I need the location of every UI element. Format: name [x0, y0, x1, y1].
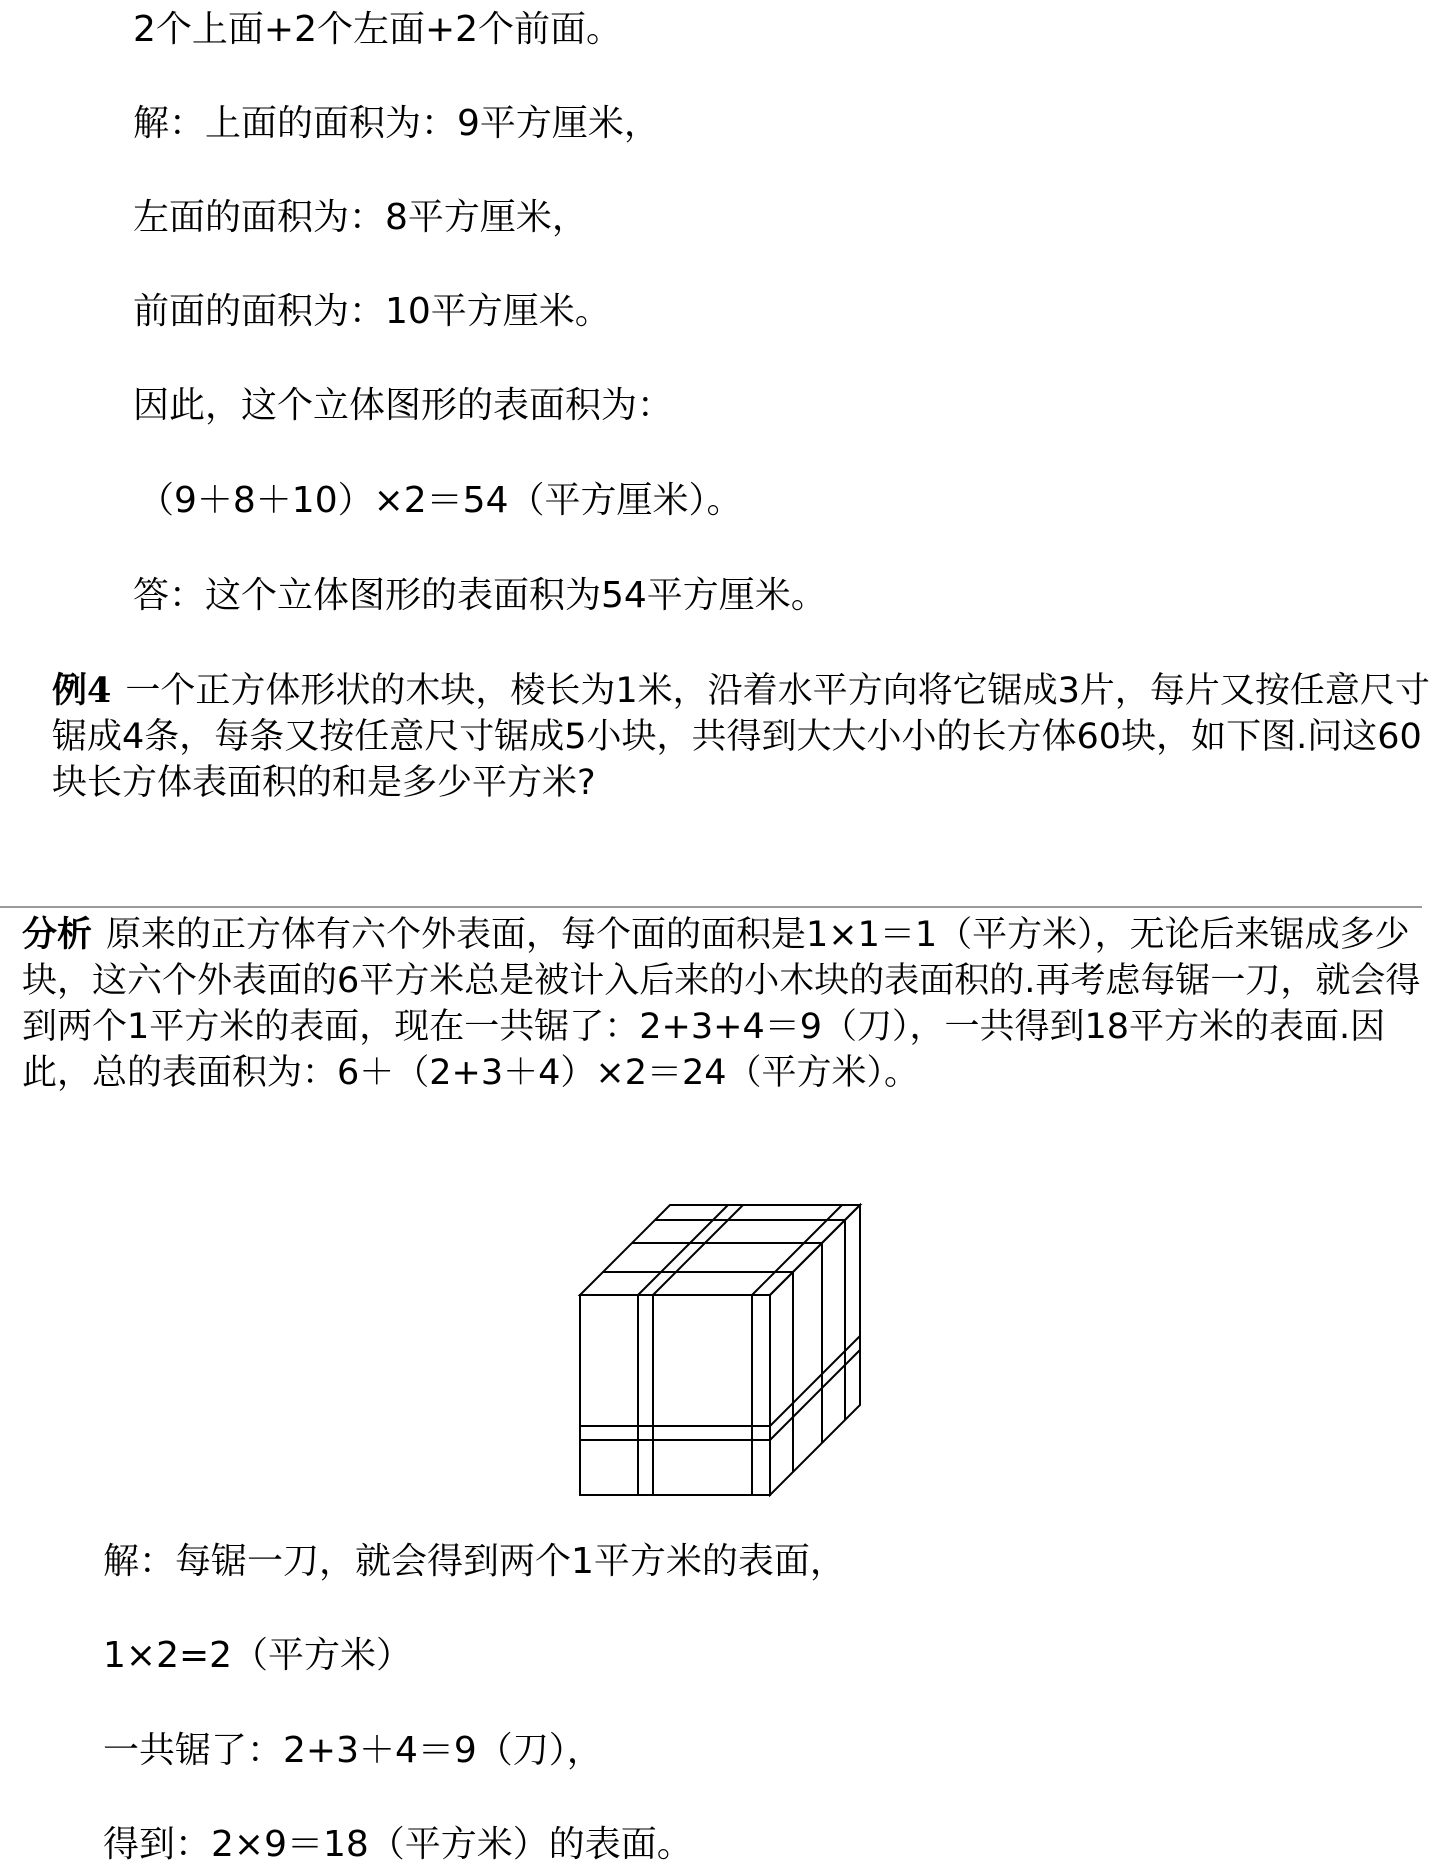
solution2-line-1: 解：每锯一刀，就会得到两个1平方米的表面， [103, 1541, 846, 1582]
solution2-line-2: 1×2=2（平方米） [103, 1635, 413, 1676]
example-4-label: 例4 [52, 670, 112, 711]
example-4-text: 一个正方体形状的木块，棱长为1米，沿着水平方向将它锯成3片，每片又按任意尺寸锯成4条，每条又按任意尺寸锯成5小块，共得到大大小小的长方体60块，如下图.问这60块长方体表面积的和是多少平方米? [52, 671, 1430, 803]
solution-line-front-area: 前面的面积为：10平方厘米。 [133, 291, 611, 332]
cut-cube-diagram [572, 1190, 882, 1510]
solution-line-faces: 2个上面+2个左面+2个前面。 [133, 9, 623, 50]
solution-formula: （9＋8＋10）×2＝54（平方厘米）。 [138, 480, 743, 521]
solution-answer: 答：这个立体图形的表面积为54平方厘米。 [133, 575, 827, 616]
cube-front-face [580, 1295, 770, 1495]
solution2-line-3: 一共锯了：2+3＋4＝9（刀）， [103, 1730, 603, 1771]
solution-line-therefore: 因此，这个立体图形的表面积为： [133, 385, 674, 426]
section-divider [0, 906, 1422, 908]
example-4-paragraph [52, 668, 1452, 806]
cube-top-face [580, 1205, 860, 1295]
solution-line-top-area: 解：上面的面积为：9平方厘米， [133, 103, 660, 144]
analysis-label: 分析 [22, 914, 93, 955]
solution-line-left-area: 左面的面积为：8平方厘米， [133, 197, 588, 238]
solution2-line-4: 得到：2×9＝18（平方米）的表面。 [103, 1824, 693, 1865]
analysis-paragraph [22, 912, 1422, 1096]
analysis-text: 原来的正方体有六个外表面，每个面的面积是1×1＝1（平方米），无论后来锯成多少块，这六个外表面的6平方米总是被计入后来的小木块的表面积的.再考虑每锯一刀，就会得到两个1平方米的表面，现在一共锯了：2+3+4＝9（刀），一共得到18平方米的表面.因此，总的表面积为：6＋（2+3＋4）×2＝24（平方米）。 [22, 915, 1421, 1093]
